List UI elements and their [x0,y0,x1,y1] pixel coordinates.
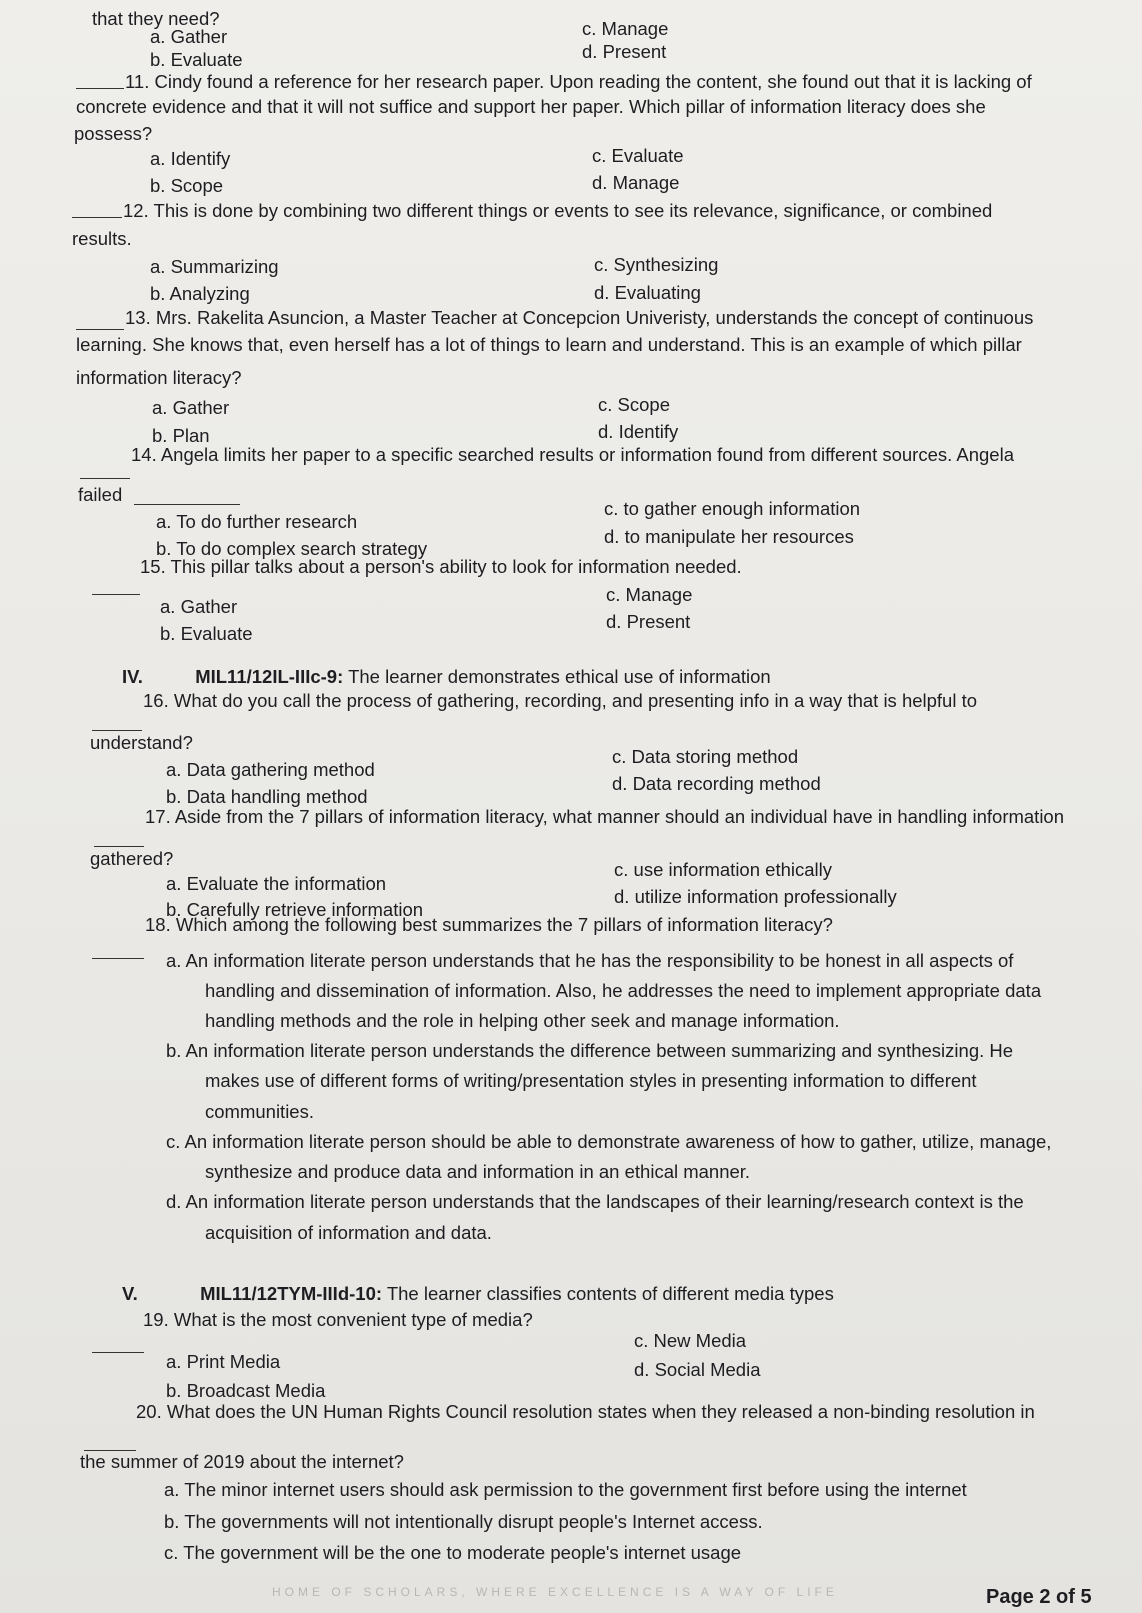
option-a-line1: a. An information literate person understands that he has the responsibility to be honest in all aspects of [166,950,1014,971]
question-20-line2: the summer of 2019 about the internet? [80,1451,404,1472]
option-d: d. Identify [598,421,679,442]
option-a: a. To do further research [156,511,358,532]
option-b-line3: communities. [205,1101,314,1122]
option-a: a. Evaluate the information [166,873,387,894]
option-c: c. Evaluate [592,145,684,166]
option-c: c. New Media [634,1330,747,1351]
section-iv-heading [122,666,771,688]
option-c: c. Manage [582,18,669,39]
question-11-line1: 11. Cindy found a reference for her research paper. Upon reading the content, she found out that it is lacking of [125,71,1032,92]
option-a: a. Data gathering method [166,759,375,780]
question-14-line2: failed [78,484,123,505]
option-c: c. use information ethically [614,859,832,880]
answer-blank-20[interactable] [84,1436,136,1451]
answer-blank-19[interactable] [92,1338,144,1353]
option-b: b. Analyzing [150,283,250,304]
option-c-line1: c. An information literate person should be able to demonstrate awareness of how to gather, utilize, manage, [166,1131,1052,1152]
fill-in-blank[interactable] [134,490,240,505]
answer-blank-11[interactable] [76,74,124,89]
section-number: V. [122,1283,138,1304]
question-12-line2: results. [72,228,132,249]
question-13-line1: 13. Mrs. Rakelita Asuncion, a Master Teacher at Concepcion Univeristy, understands the concept of continuous [125,307,1034,328]
option-b: b. Carefully retrieve information [166,899,424,920]
section-number: IV. [122,666,143,687]
answer-blank-14[interactable] [80,464,130,479]
option-b: b. Broadcast Media [166,1380,326,1401]
competency-title: The learner classifies contents of different media types [386,1283,834,1304]
option-d: d. Social Media [634,1359,761,1380]
answer-blank-12[interactable] [72,203,122,218]
option-a: a. Print Media [166,1351,281,1372]
answer-blank-18[interactable] [92,944,144,959]
option-d: d. Manage [592,172,680,193]
option-d: d. Present [582,41,667,62]
competency-code: MIL11/12TYM-IIId-10: [200,1283,383,1304]
page-number: Page 2 of 5 [986,1586,1092,1608]
question-13-line3: information literacy? [76,367,242,388]
competency-title: The learner demonstrates ethical use of information [348,666,771,687]
option-c: c. Synthesizing [594,254,719,275]
option-a-line2: handling and dissemination of information. Also, he addresses the need to implement appropriate data [205,980,1042,1001]
answer-blank-16[interactable] [92,716,142,731]
option-a: a. The minor internet users should ask permission to the government first before using the internet [164,1479,967,1500]
option-a: a. Identify [150,148,231,169]
question-20-line1: 20. What does the UN Human Rights Council resolution states when they released a non-binding resolution in [136,1401,1035,1422]
question-12-line1: 12. This is done by combining two different things or events to see its relevance, significance, or combined [123,200,993,221]
option-a: a. Gather [150,26,228,47]
answer-blank-13[interactable] [76,315,124,330]
answer-blank-15[interactable] [92,580,140,595]
question-14-line1: 14. Angela limits her paper to a specific searched results or information found from different sources. Angela [131,444,1014,465]
question-11-line3: possess? [74,123,153,144]
option-c-line2: synthesize and produce data and information in an ethical manner. [205,1161,751,1182]
question-17-line1: 17. Aside from the 7 pillars of information literacy, what manner should an individual have in handling information [145,806,1065,827]
question-13-line2: learning. She knows that, even herself has a lot of things to learn and understand. This is an example of which pillar [76,334,1022,355]
competency-code: MIL11/12IL-IIIc-9: [195,666,344,687]
question-18-line1: 18. Which among the following best summarizes the 7 pillars of information literacy? [145,914,833,935]
option-d: d. Data recording method [612,773,821,794]
option-b: b. Plan [152,425,210,446]
option-b: b. To do complex search strategy [156,538,428,559]
option-b-line2: makes use of different forms of writing/presentation styles in presenting information to different [205,1070,977,1091]
option-b: b. Evaluate [160,623,253,644]
option-d: d. utilize information professionally [614,886,897,907]
option-a: a. Gather [152,397,230,418]
option-a-line3: handling methods and the role in helping other seek and manage information. [205,1010,840,1031]
option-d-line1: d. An information literate person understands that the landscapes of their learning/research context is the [166,1191,1024,1212]
option-a: a. Summarizing [150,256,279,277]
option-b: b. Data handling method [166,786,368,807]
option-d: d. Evaluating [594,282,701,303]
question-11-line2: concrete evidence and that it will not suffice and support her paper. Which pillar of information literacy does she [76,96,986,117]
question-15-line1: 15. This pillar talks about a person's ability to look for information needed. [140,556,742,577]
question-16-line2: understand? [90,732,193,753]
question-17-line2: gathered? [90,848,174,869]
option-a: a. Gather [160,596,238,617]
option-c: c. Scope [598,394,670,415]
option-c: c. Manage [606,584,693,605]
option-d: d. to manipulate her resources [604,526,854,547]
school-motto-footer: HOME OF SCHOLARS, WHERE EXCELLENCE IS A WAY OF LIFE [272,1585,838,1599]
option-d-line2: acquisition of information and data. [205,1222,492,1243]
option-b: b. The governments will not intentionally disrupt people's Internet access. [164,1511,763,1532]
question-stem-tail: that they need? [92,8,220,29]
option-d: d. Present [606,611,691,632]
question-19-line1: 19. What is the most convenient type of media? [143,1309,533,1330]
section-v-heading [122,1283,834,1305]
option-c: c. to gather enough information [604,498,861,519]
option-b-line1: b. An information literate person understands the difference between summarizing and synthesizing. He [166,1040,1014,1061]
option-b: b. Scope [150,175,224,196]
option-c: c. Data storing method [612,746,799,767]
option-c: c. The government will be the one to moderate people's internet usage [164,1542,742,1563]
option-b: b. Evaluate [150,49,243,70]
answer-blank-17[interactable] [94,832,144,847]
question-16-line1: 16. What do you call the process of gathering, recording, and presenting info in a way that is helpful to [143,690,978,711]
